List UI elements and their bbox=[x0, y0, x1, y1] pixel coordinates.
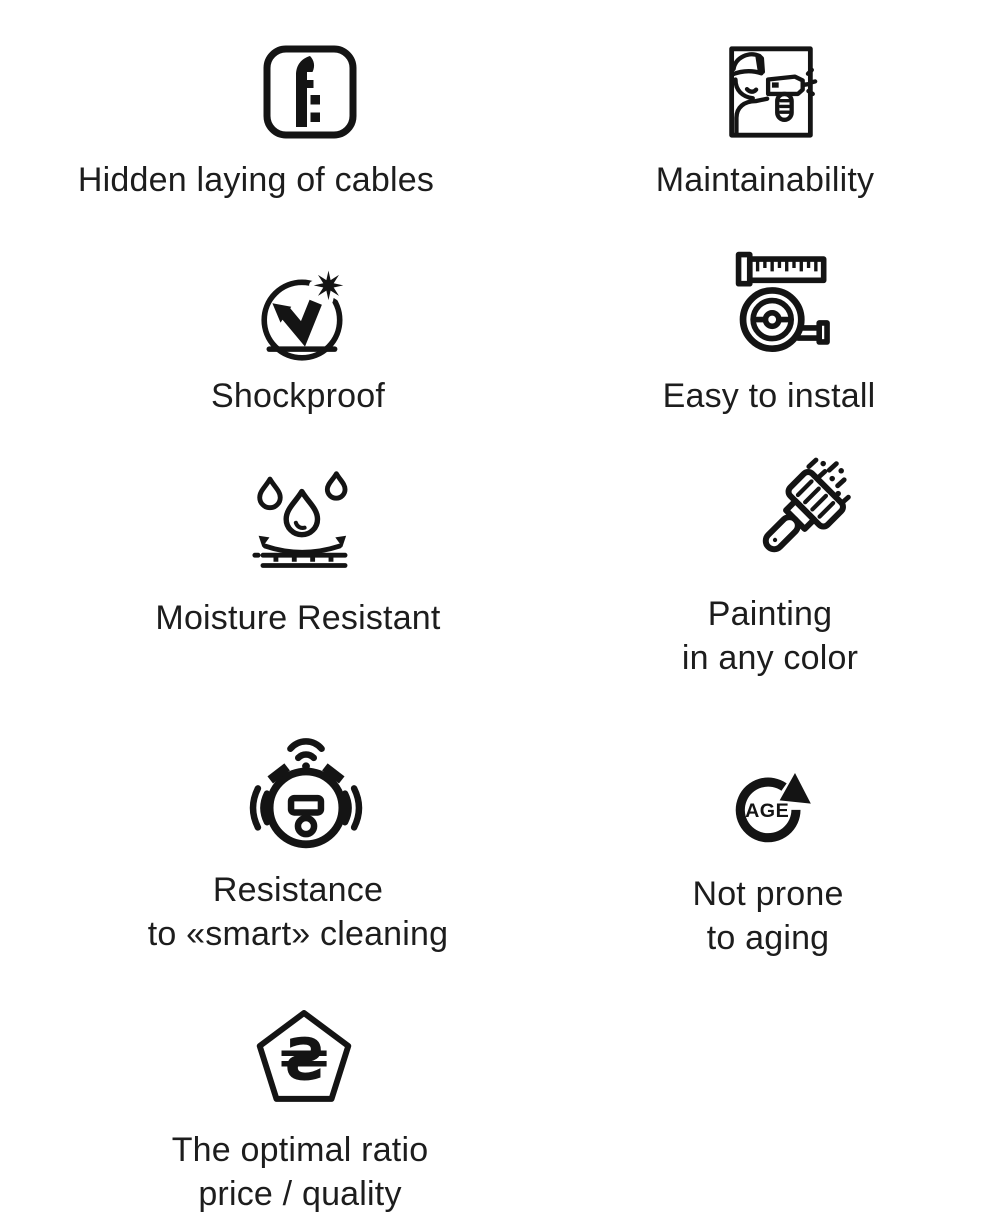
feature-label: Resistance to «smart» cleaning bbox=[147, 871, 449, 953]
feature-easy-to-install bbox=[540, 248, 990, 418]
feature-label: The optimal ratio price / quality bbox=[171, 1131, 429, 1213]
feature-moisture-resistant bbox=[20, 470, 560, 640]
feature-label: Shockproof bbox=[211, 377, 385, 415]
feature-label: Painting in any color bbox=[681, 595, 859, 677]
feature-hidden-cables bbox=[20, 40, 560, 202]
robot-vacuum-icon bbox=[241, 726, 371, 856]
pentagon-hryvnia-icon bbox=[250, 1006, 358, 1114]
skirting-board-profile-icon bbox=[260, 40, 360, 144]
tape-measure-icon bbox=[724, 248, 836, 362]
feature-not-prone-to-aging bbox=[540, 760, 990, 960]
paint-brush-icon bbox=[732, 456, 852, 578]
feature-maintainability bbox=[540, 40, 990, 202]
feature-shockproof bbox=[20, 266, 560, 418]
feature-painting-any-color bbox=[540, 456, 990, 680]
water-droplets-surface-icon bbox=[250, 470, 358, 580]
feature-label: Not prone to aging bbox=[692, 875, 844, 957]
impact-resistance-icon bbox=[252, 266, 356, 368]
feature-optimal-price-quality bbox=[20, 1006, 560, 1216]
feature-label: Moisture Resistant bbox=[155, 599, 441, 637]
feature-label: Easy to install bbox=[662, 377, 876, 415]
age-cycle-arrow-icon bbox=[722, 760, 820, 856]
feature-label: Hidden laying of cables bbox=[77, 161, 435, 199]
age-icon-text: AGE bbox=[745, 800, 790, 823]
feature-smart-cleaning-resistance bbox=[20, 726, 560, 956]
worker-with-drill-icon bbox=[723, 40, 819, 144]
hryvnia-symbol: ₴ bbox=[278, 1025, 330, 1094]
feature-label: Maintainability bbox=[655, 161, 875, 199]
